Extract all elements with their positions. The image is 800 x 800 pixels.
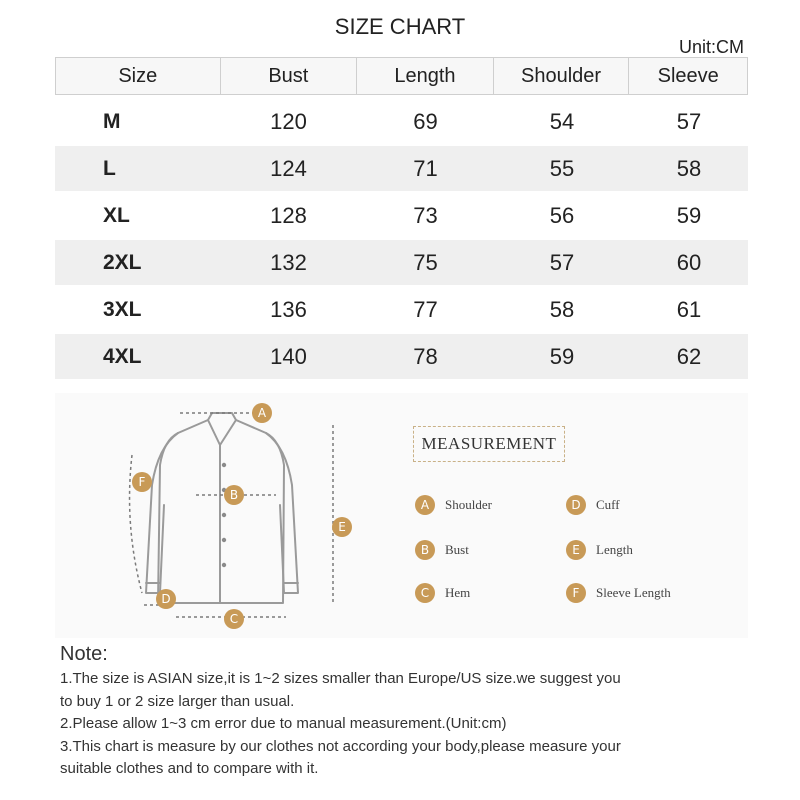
size-cell: L: [103, 156, 116, 180]
badge-b-icon: B: [415, 540, 435, 560]
legend-item: [415, 583, 470, 603]
legend-label: Bust: [445, 542, 469, 557]
legend-item: [566, 583, 671, 603]
shoulder-cell: 58: [549, 296, 575, 322]
marker-a-icon: [252, 403, 272, 423]
shoulder-cell: 59: [549, 343, 575, 369]
shoulder-cell: 54: [549, 108, 575, 134]
svg-text:A: A: [257, 406, 267, 420]
legend-label: Cuff: [596, 497, 620, 512]
marker-f-icon: [132, 472, 152, 492]
notes-section: [60, 643, 750, 781]
legend-item: [415, 495, 492, 515]
sleeve-cell: 58: [676, 155, 702, 181]
legend-label: Shoulder: [445, 497, 492, 512]
legend-item: [566, 495, 620, 515]
legend-label: Sleeve Length: [596, 585, 671, 600]
shirt-button: [222, 538, 226, 542]
size-cell: XL: [103, 203, 130, 227]
length-cell: 75: [413, 249, 438, 275]
marker-b-icon: [224, 485, 244, 505]
legend-label: Hem: [445, 585, 471, 600]
page-title: SIZE CHART: [334, 14, 466, 39]
badge-f-icon: F: [566, 583, 586, 603]
shirt-diagram: [118, 395, 368, 635]
shoulder-cell: 56: [549, 202, 575, 228]
shirt-button: [222, 513, 226, 517]
collar: [208, 413, 236, 445]
note-line: 2.Please allow 1~3 cm error due to manual measurement.(Unit:cm): [60, 715, 507, 732]
header-sleeve: Sleeve: [657, 64, 719, 87]
legend-label: Length: [596, 542, 633, 557]
table-row: [55, 146, 748, 191]
length-cell: 73: [413, 202, 438, 228]
bust-cell: 128: [270, 202, 307, 228]
bust-cell: 140: [270, 343, 307, 369]
marker-e-icon: [332, 517, 352, 537]
legend-item: [415, 540, 469, 560]
size-cell: M: [103, 109, 121, 133]
note-line: to buy 1 or 2 size larger than usual.: [60, 692, 295, 710]
bust-cell: 132: [270, 249, 307, 275]
svg-text:E: E: [338, 520, 346, 534]
size-cell: 3XL: [103, 297, 142, 321]
note-line: 3.This chart is measure by our clothes not according your body,please measure your: [60, 737, 621, 755]
size-cell: 2XL: [103, 250, 142, 274]
table-row: [55, 240, 748, 285]
badge-a-icon: A: [415, 495, 435, 515]
shirt-button: [222, 463, 226, 467]
notes-title: Note:: [60, 643, 108, 665]
bust-cell: 124: [270, 155, 307, 181]
header-length: Length: [357, 58, 494, 94]
length-cell: 77: [413, 296, 438, 322]
unit-label: Unit:CM: [678, 37, 744, 57]
marker-c-icon: [224, 609, 244, 629]
badge-e-icon: E: [566, 540, 586, 560]
note-line: 1.The size is ASIAN size,it is 1~2 sizes smaller than Europe/US size.we suggest you: [60, 670, 621, 687]
sleeve-cell: 62: [676, 343, 702, 369]
length-cell: 78: [413, 343, 438, 369]
sleeve-cell: 61: [676, 296, 702, 322]
header-size: Size: [56, 58, 221, 94]
size-cell: 4XL: [103, 344, 142, 368]
table-row: [55, 99, 748, 144]
shirt-button: [222, 563, 226, 567]
header-shoulder: Shoulder: [494, 58, 630, 94]
sleeve-cell: 60: [676, 249, 702, 275]
svg-text:B: B: [229, 488, 239, 502]
measurement-title: MEASUREMENT: [413, 426, 565, 462]
length-cell: 69: [413, 108, 438, 134]
badge-c-icon: C: [415, 583, 435, 603]
table-row: [55, 334, 748, 379]
bust-cell: 136: [270, 296, 307, 322]
sleeve-cell: 57: [676, 108, 702, 134]
table-row: [55, 193, 748, 238]
table-header: [55, 57, 748, 95]
svg-text:D: D: [161, 592, 171, 606]
length-cell: 71: [413, 155, 438, 181]
svg-text:C: C: [229, 612, 239, 626]
header-bust: Bust: [221, 58, 358, 94]
badge-d-icon: D: [566, 495, 586, 515]
svg-text:F: F: [138, 475, 146, 489]
shoulder-cell: 55: [549, 155, 575, 181]
sleeve-cell: 59: [676, 202, 702, 228]
note-line: suitable clothes and to compare with it.: [60, 760, 319, 777]
marker-d-icon: [156, 589, 176, 609]
table-row: [55, 287, 748, 332]
bust-cell: 120: [270, 108, 307, 134]
shoulder-cell: 57: [549, 249, 575, 275]
legend-item: [566, 540, 633, 560]
